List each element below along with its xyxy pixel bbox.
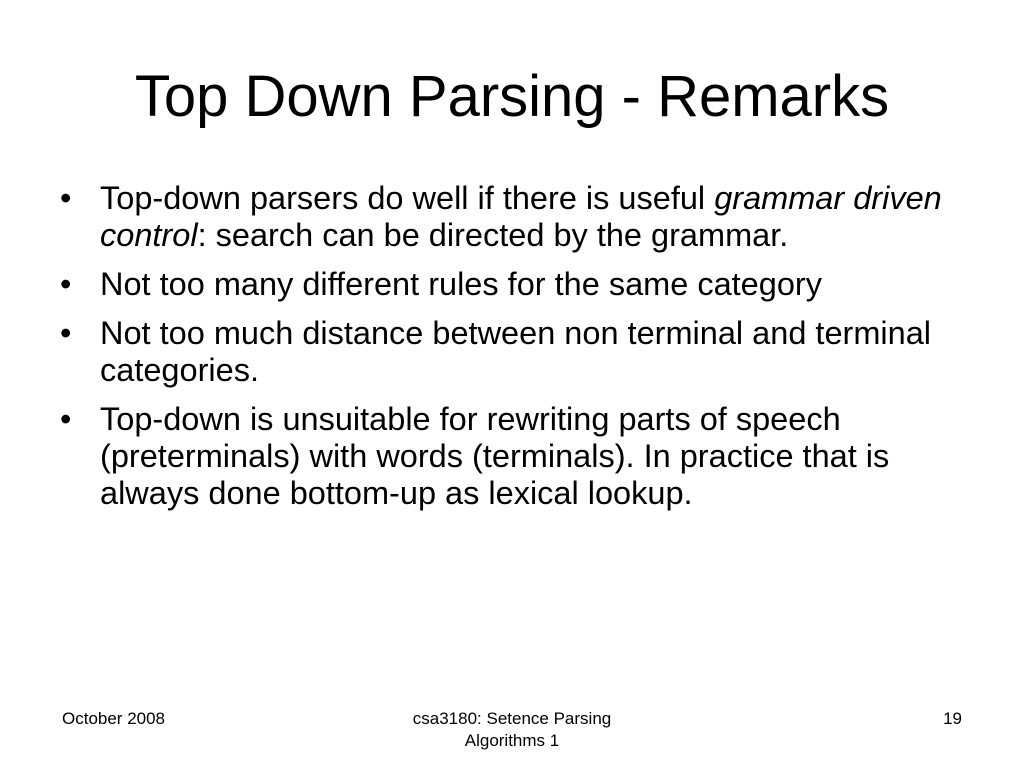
bullet-text: Not too many different rules for the same category (100, 266, 822, 302)
bullet-marker: • (60, 315, 72, 351)
bullet-item-1 (60, 180, 970, 254)
bullet-text: : search can be directed by the grammar. (197, 217, 789, 253)
footer-page-number: 19 (943, 709, 962, 728)
bullet-item-3 (60, 315, 970, 389)
bullet-item-2 (60, 266, 970, 303)
footer-date: October 2008 (62, 709, 166, 728)
footer-course (362, 708, 662, 752)
slide-title: Top Down Parsing - Remarks (134, 64, 890, 129)
bullet-emphasis: grammar driven control (100, 180, 942, 253)
footer-course-line-2: Algorithms 1 (464, 731, 560, 750)
bullet-item-4 (60, 401, 970, 512)
footer-course-line-1: csa3180: Setence Parsing (412, 709, 612, 728)
bullet-marker: • (60, 180, 72, 216)
bullet-marker: • (60, 401, 72, 437)
bullet-list (60, 180, 970, 524)
bullet-text: Top-down parsers do well if there is useful (100, 180, 715, 216)
bullet-text: Not too much distance between non terminal and terminal categories. (100, 315, 932, 388)
bullet-text: Top-down is unsuitable for rewriting parts of speech (preterminals) with words (terminals). In practice that is always done bottom-up as lexical lookup. (100, 401, 890, 511)
bullet-marker: • (60, 266, 72, 302)
